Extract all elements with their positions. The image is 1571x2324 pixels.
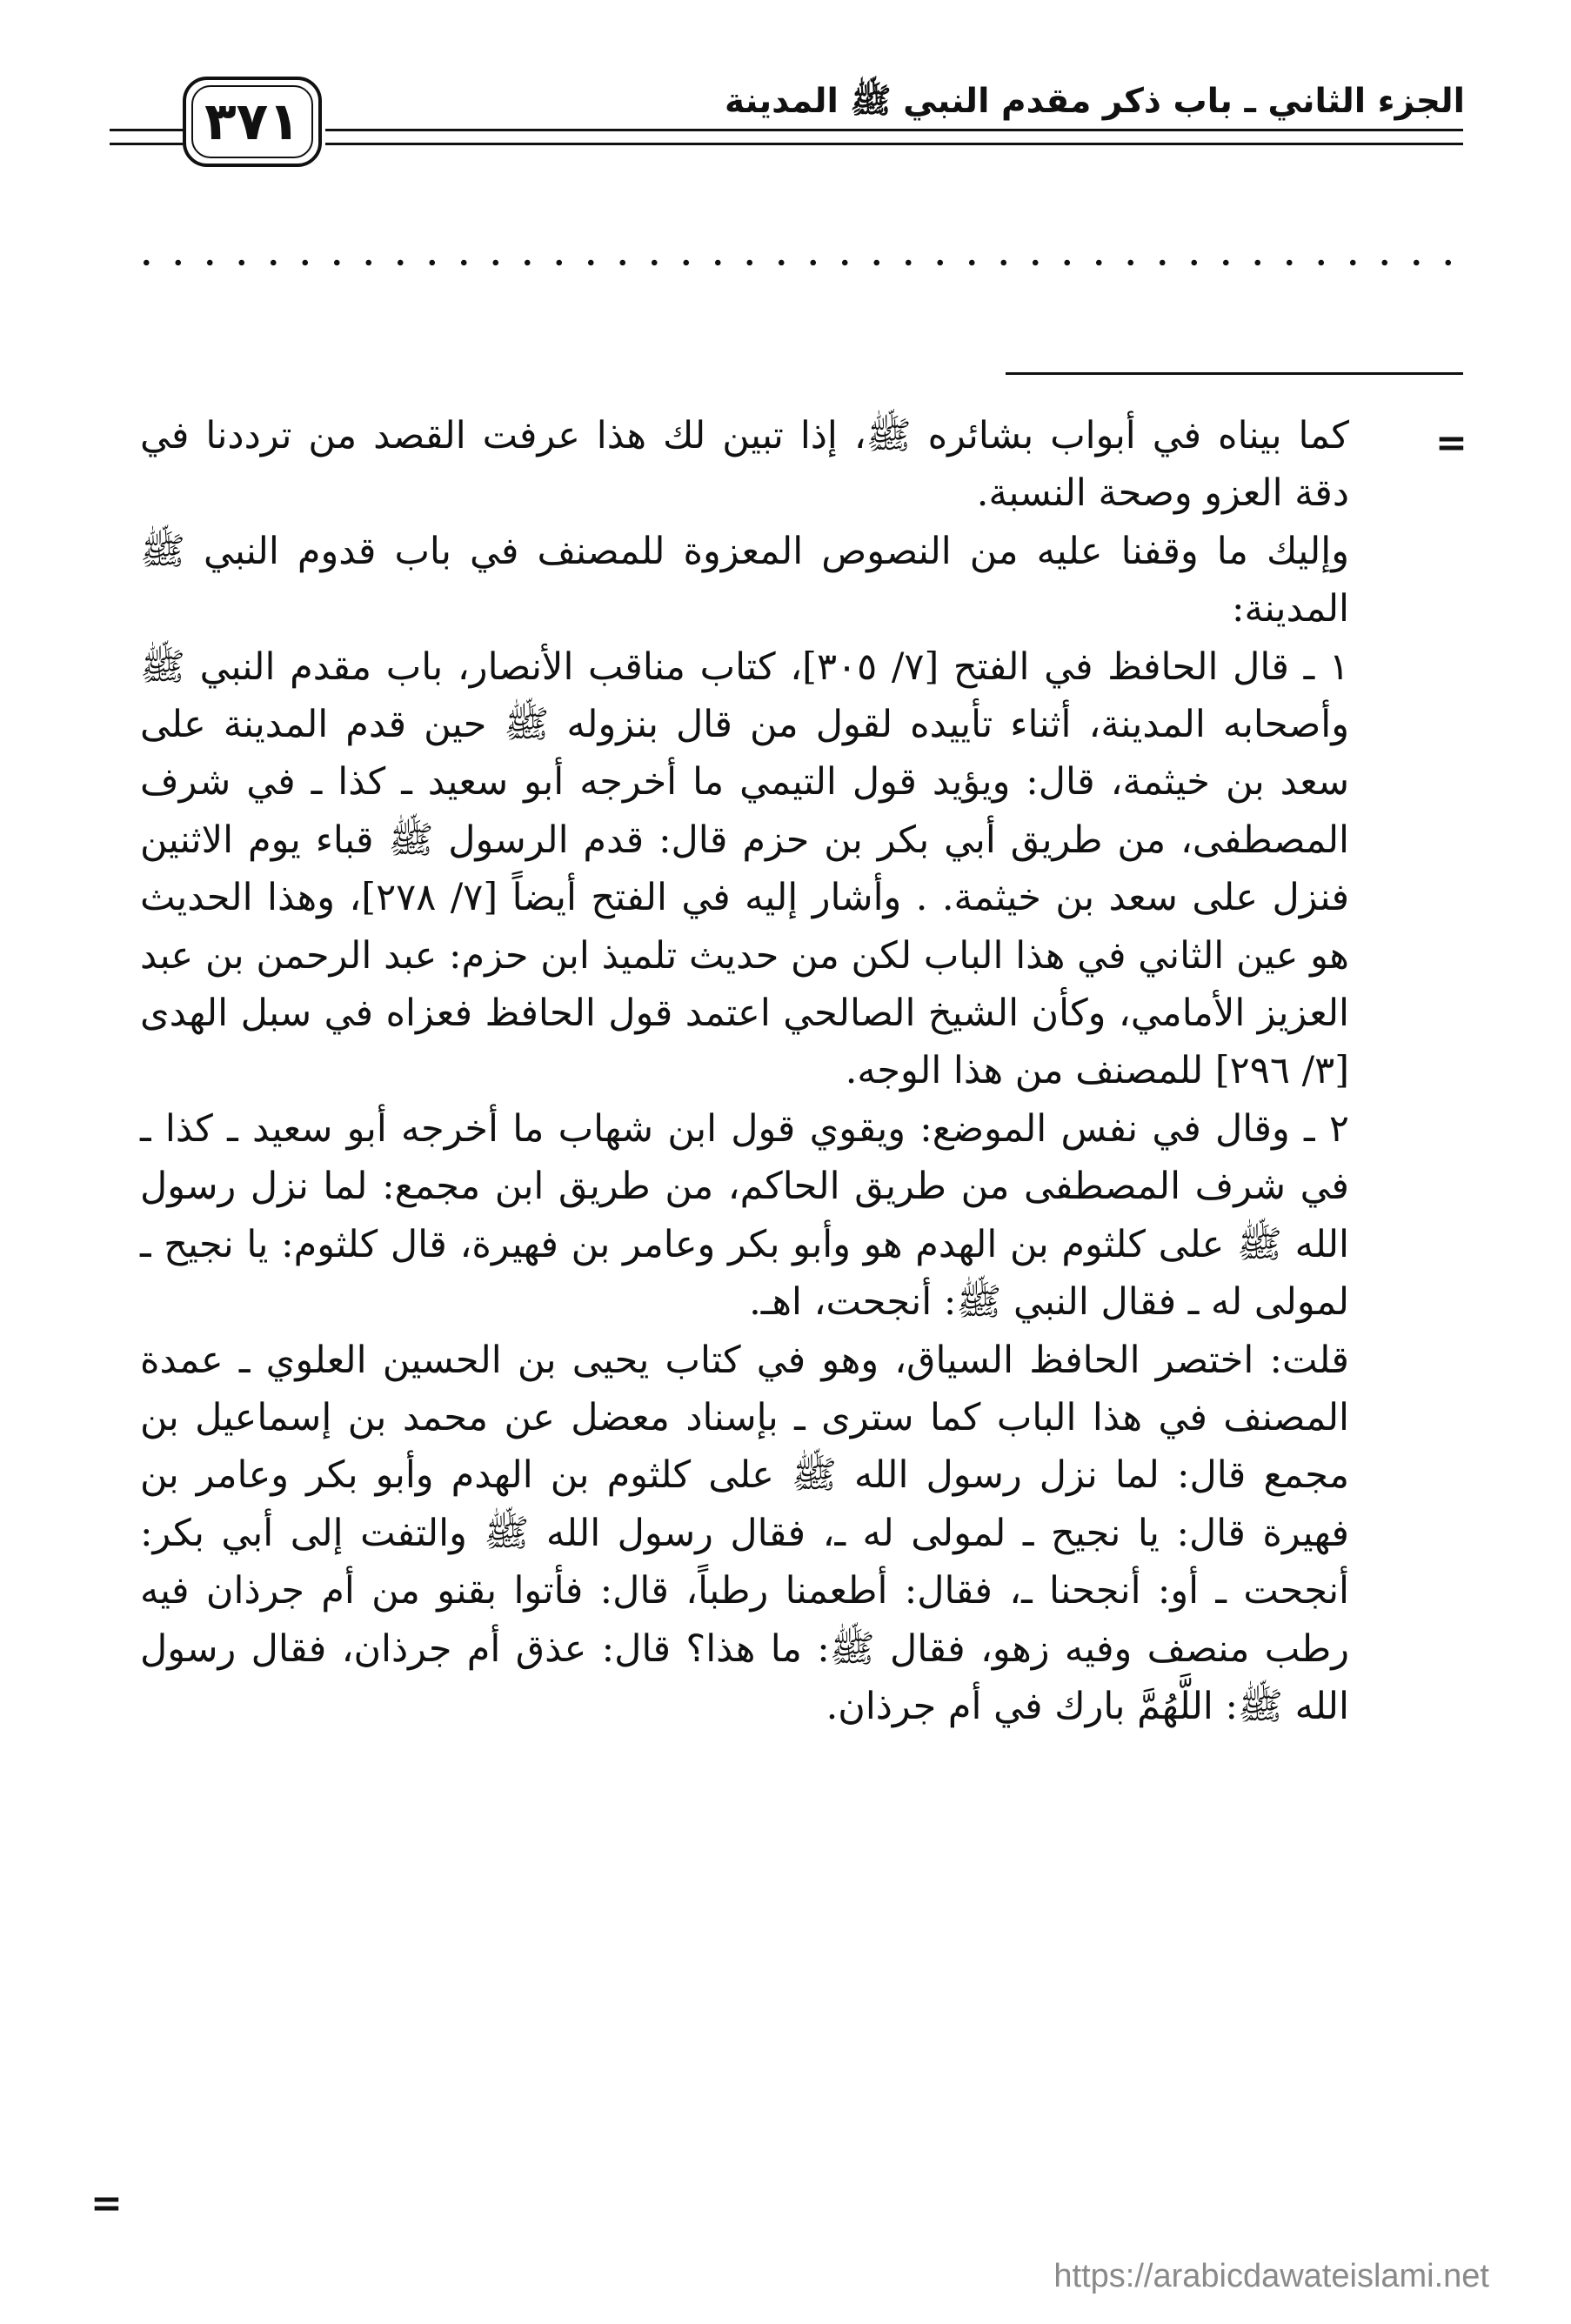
header-rule-left-bottom [110,143,183,145]
paragraph-1: كما بيناه في أبواب بشائره ﷺ، إذا تبين لك هذا عرفت القصد من ترددنا في دقة العزو وصحة النسبة. [140,414,1349,516]
paragraph-2: وإليك ما وقفنا عليه من النصوص المعزوة للمصنف في باب قدوم النبي ﷺ المدينة: [140,529,1349,631]
dotted-separator [130,257,1453,268]
paragraph-3: ١ ـ قال الحافظ في الفتح [٧/ ٣٠٥]، كتاب مناقب الأنصار، باب مقدم النبي ﷺ وأصحابه المدينة، أثناء تأييده لقول من قال بنزوله ﷺ حين قدم المدينة على سعد بن خيثمة، قال: ويؤيد قول التيمي ما أخرجه أبو سعيد ـ كذا ـ في شرف المصطفى، من طريق أبي بكر بن حزم قال: قدم الرسول ﷺ قباء يوم الاثنين فنزل على سعد بن خيثمة. . وأشار إليه في الفتح أيضاً [٧/ ٢٧٨]، وهذا الحديث هو عين الثاني في هذا الباب لكن من حديث تلميذ ابن حزم: عبد الرحمن بن عبد العزيز الأمامي، وكأن الشيخ الصالحي اعتمد قول الحافظ فعزاه في سبل الهدى [٣/ ٢٩٦] للمصنف من هذا الوجه. [140,644,1349,1093]
watermark-url: https://arabicdawateislami.net [1053,2258,1489,2294]
page-number-frame [183,77,322,167]
paragraph-5: قلت: اختصر الحافظ السياق، وهو في كتاب يحيى بن الحسين العلوي ـ عمدة المصنف في هذا الباب كما سترى ـ بإسناد معضل عن محمد بن إسماعيل بن مجمع قال: لما نزل رسول الله ﷺ على كلثوم بن الهدم وأبو بكر وعامر بن فهيرة قال: يا نجيح ـ لمولى له ـ، فقال رسول الله ﷺ والتفت إلى أبي بكر: أنجحت ـ أو: أنجحنا ـ، فقال: أطعمنا رطباً، قال: فأتوا بقنو من أم جرذان فيه رطب منصف وفيه زهو، فقال ﷺ: ما هذا؟ قال: عذق أم جرذان، فقال رسول الله ﷺ: اللَّهُمَّ بارك في أم جرذان. [140,1338,1349,1728]
header-rule-right-top [325,129,1463,131]
header-rule-left-top [110,129,183,131]
page-number: ٣٧١ [204,91,300,152]
header-rule-right-bottom [325,143,1463,145]
footnote-separator-rule [1006,372,1463,375]
footnote-text-block [140,407,1349,1735]
paragraph-4: ٢ ـ وقال في نفس الموضع: ويقوي قول ابن شهاب ما أخرجه أبو سعيد ـ كذا ـ في شرف المصطفى من طريق الحاكم، من طريق ابن مجمع: لما نزل رسول الله ﷺ على كلثوم بن الهدم هو وأبو بكر وعامر بن فهيرة، قال كلثوم: يا نجيح ـ لمولى له ـ فقال النبي ﷺ: أنجحت، اهـ. [140,1106,1349,1325]
running-title: الجزء الثاني ـ باب ذكر مقدم النبي ﷺ المدينة [724,82,1465,121]
continuation-mark-bottom: = [90,2181,123,2226]
continuation-mark-top: = [1435,421,1467,465]
